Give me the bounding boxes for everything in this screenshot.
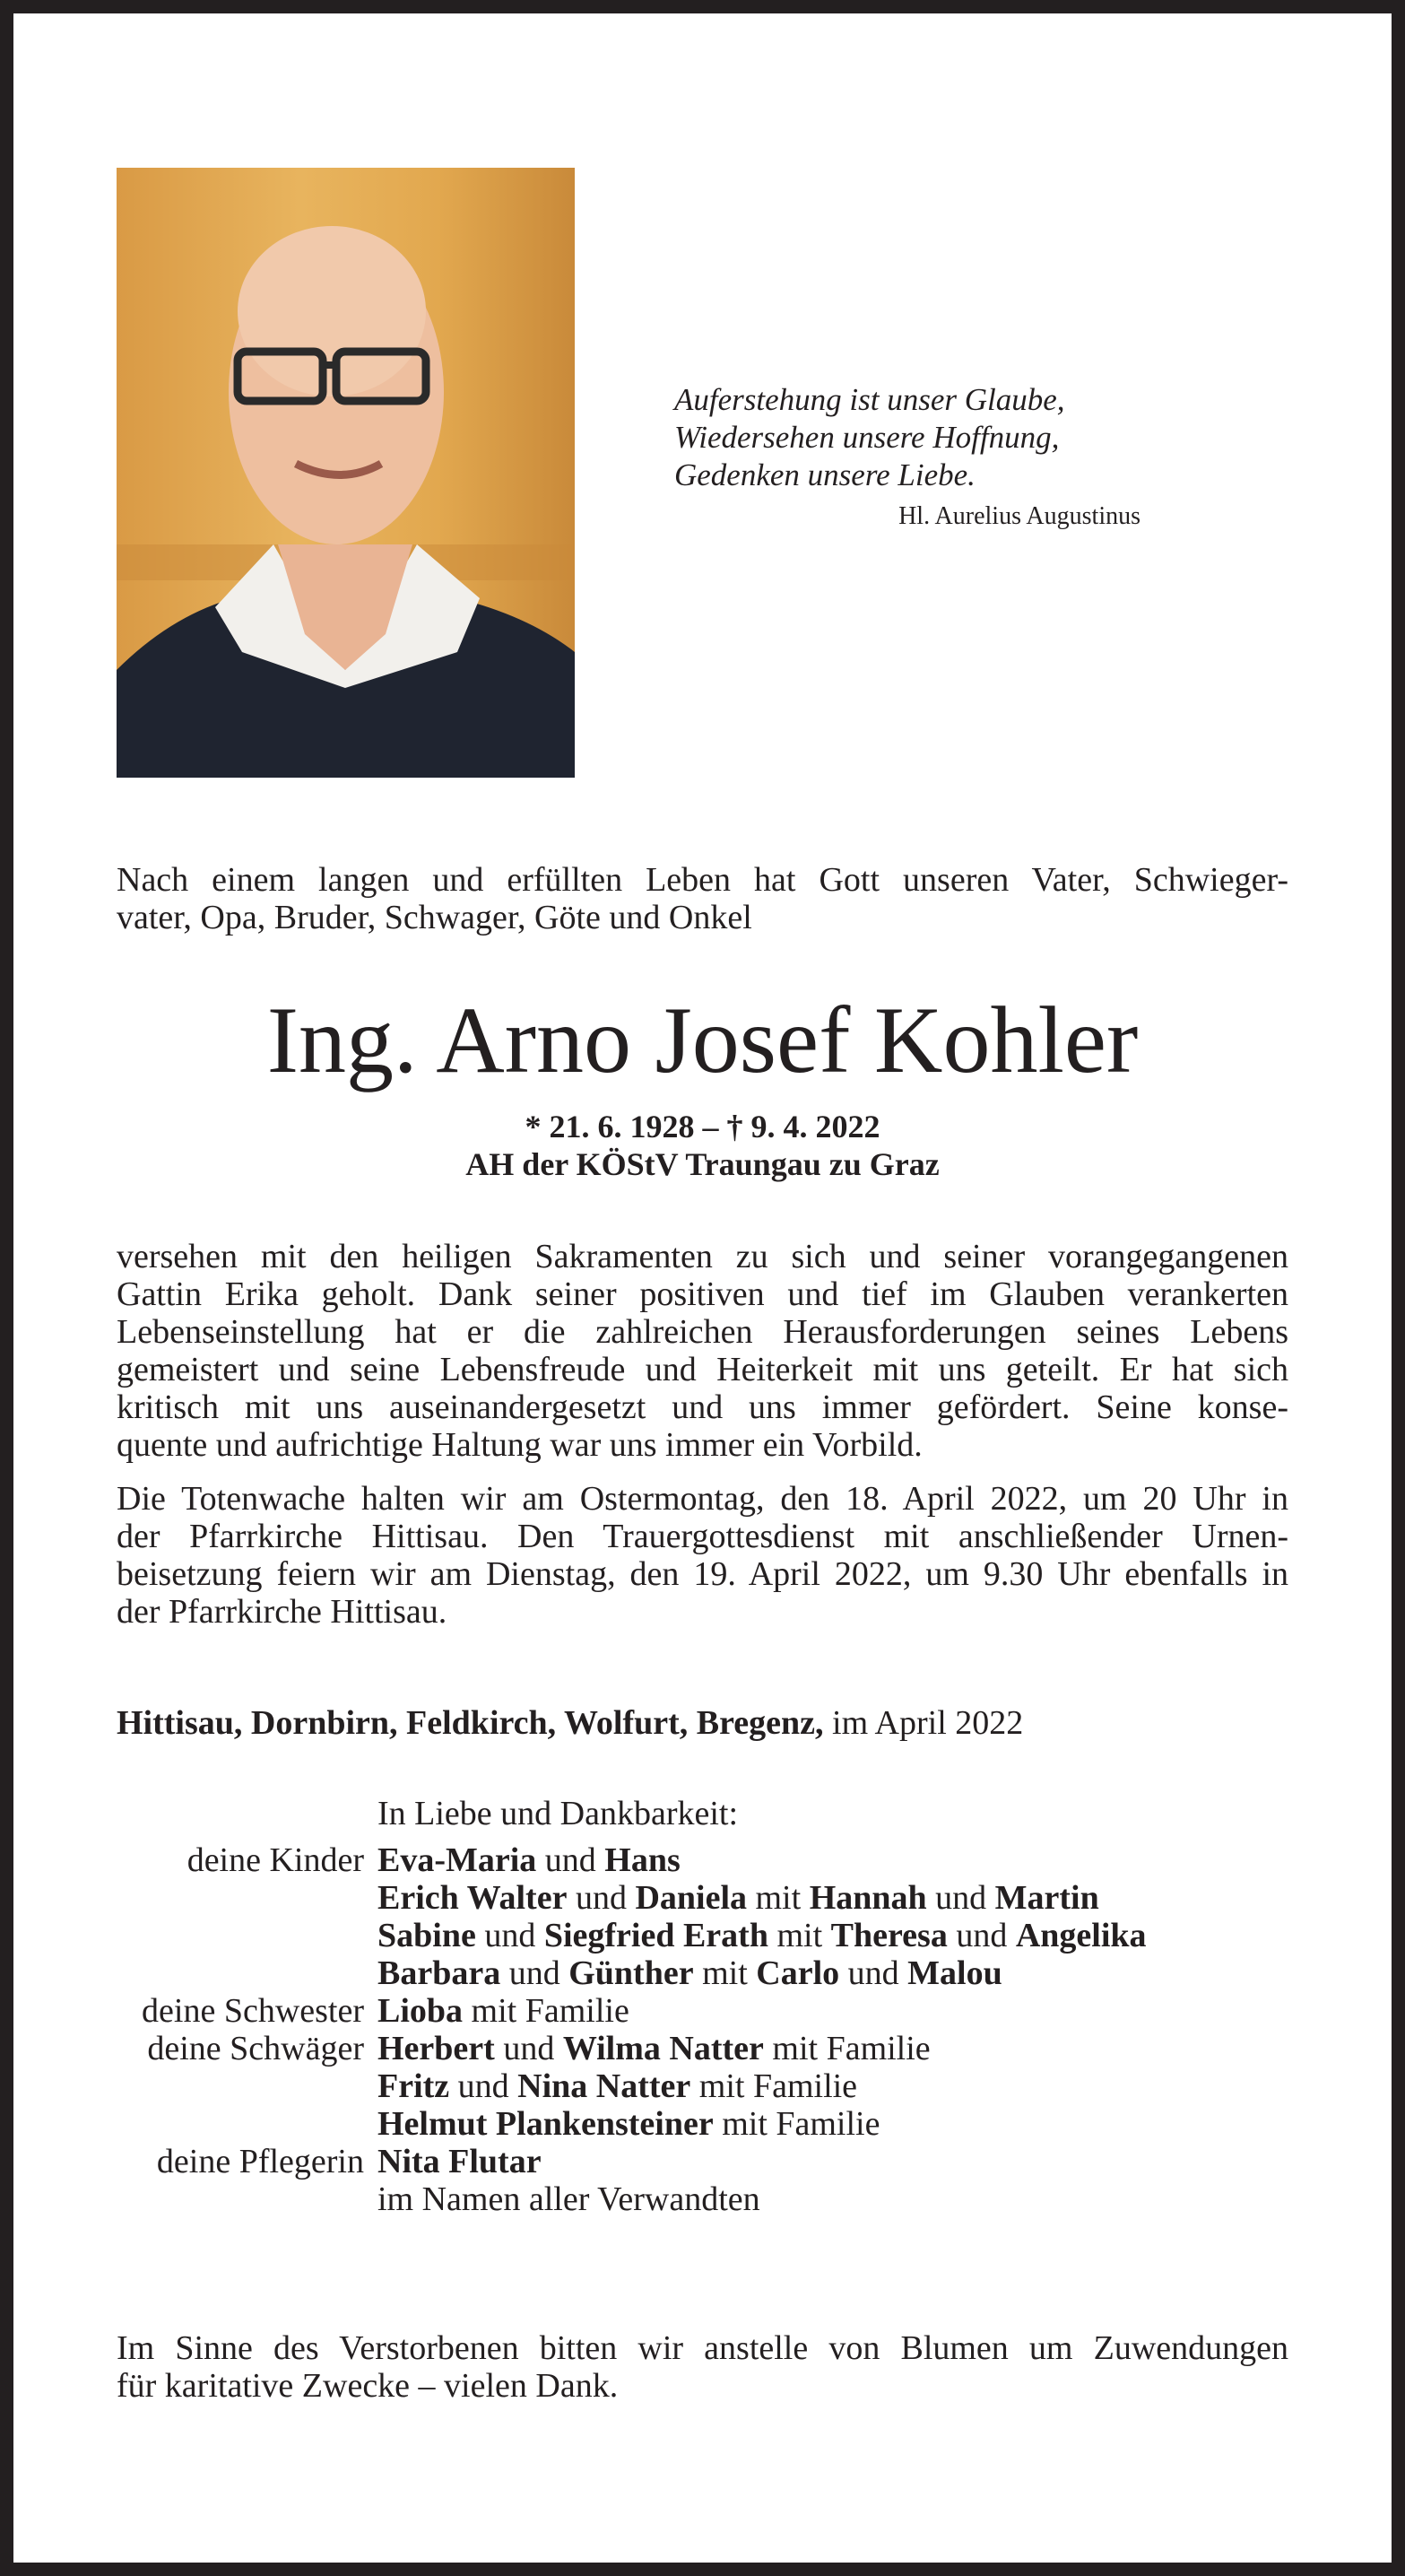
funeral-paragraph — [117, 1480, 1288, 1631]
relation-label: deine Schwester — [142, 1992, 364, 2030]
closing-paragraph — [117, 2329, 1288, 2405]
person-name: Wilma Natter — [562, 2030, 764, 2067]
person-name: Angelika — [1015, 1917, 1147, 1954]
quote-source: Hl. Aurelius Augustinus — [898, 502, 1140, 530]
text-line: kritisch mit uns auseinandergesetzt und uns immer gefördert. Seine konse- — [117, 1388, 1288, 1426]
connector-text: und — [839, 1954, 908, 1992]
text-line: vater, Opa, Bruder, Schwager, Göte und Onkel — [117, 899, 752, 936]
connector-text: und — [536, 1841, 605, 1879]
quote-block — [674, 381, 1140, 535]
text-line: Gattin Erika geholt. Dank seiner positiven und tief im Glauben verankerten — [117, 1275, 1288, 1313]
family-row — [0, 1954, 1405, 1992]
family-row — [0, 1917, 1405, 1954]
family-names — [377, 1841, 681, 1879]
quote-line: Auferstehung ist unser Glaube, — [674, 382, 1065, 417]
person-name: Nina Natter — [517, 2067, 691, 2105]
connector-text: mit — [693, 1954, 757, 1992]
family-heading: In Liebe und Dankbarkeit: — [377, 1795, 739, 1832]
family-names — [377, 1917, 1147, 1954]
connector-text: mit — [768, 1917, 831, 1954]
quote-line: Gedenken unsere Liebe. — [674, 457, 976, 492]
person-name: Daniela — [635, 1879, 747, 1917]
text-line: Die Totenwache halten wir am Ostermontag, den 18. April 2022, um 20 Uhr in — [117, 1480, 1288, 1518]
relation-label — [0, 1917, 377, 1954]
text-line: der Pfarrkirche Hittisau. Den Trauergottesdienst mit anschließender Urnen- — [117, 1518, 1288, 1555]
family-names — [377, 1992, 629, 2030]
person-name: Lioba — [377, 1992, 464, 2030]
connector-text: und — [926, 1879, 995, 1917]
family-names — [377, 2105, 880, 2143]
relation-label: deine Pflegerin — [156, 2143, 364, 2180]
text-line: für karitative Zwecke – vielen Dank. — [117, 2367, 619, 2405]
person-name: Theresa — [830, 1917, 948, 1954]
connector-text: und — [567, 1879, 636, 1917]
person-name: Eva-Maria — [377, 1841, 537, 1879]
family-row — [0, 2105, 1405, 2143]
date-month: im April 2022 — [823, 1704, 1024, 1742]
text-line: versehen mit den heiligen Sakramenten zu sich und seiner vorangegangenen — [117, 1238, 1288, 1275]
person-name: Nita Flutar — [377, 2143, 542, 2180]
person-name: Helmut Plankensteiner — [377, 2105, 714, 2143]
relation-label — [0, 2105, 377, 2143]
connector-text: im Namen aller Verwandten — [377, 2180, 760, 2218]
relation-label: deine Schwäger — [147, 2030, 364, 2067]
connector-text: und — [494, 2030, 563, 2067]
family-row — [0, 1879, 1405, 1917]
connector-text: mit Familie — [690, 2067, 858, 2105]
portrait-photo — [117, 168, 575, 778]
relation-label: deine Kinder — [186, 1841, 364, 1879]
text-line: gemeistert und seine Lebensfreude und Heiterkeit mit uns geteilt. Er hat sich — [117, 1351, 1288, 1388]
person-name: Günther — [568, 1954, 694, 1992]
relation-label — [0, 1879, 377, 1917]
body-paragraph — [117, 1238, 1288, 1464]
person-name: Siegfried Erath — [543, 1917, 768, 1954]
connector-text: und — [449, 2067, 518, 2105]
life-dates: * 21. 6. 1928 – † 9. 4. 2022 — [525, 1109, 880, 1144]
connector-text: mit Familie — [463, 1992, 629, 2030]
places: Hittisau, Dornbirn, Feldkirch, Wolfurt, Bregenz, — [117, 1704, 824, 1742]
family-row — [0, 2143, 1405, 2180]
person-name: Malou — [907, 1954, 1002, 1992]
person-name: Carlo — [756, 1954, 840, 1992]
places-line — [117, 1704, 1288, 1742]
connector-text: und — [500, 1954, 569, 1992]
family-row — [0, 2180, 1405, 2218]
family-list — [0, 1795, 1405, 2218]
person-name: Erich Walter — [377, 1879, 568, 1917]
connector-text: und — [475, 1917, 544, 1954]
family-row — [0, 1841, 1405, 1879]
connector-text: mit Familie — [763, 2030, 931, 2067]
connector-text: und — [947, 1917, 1016, 1954]
family-names — [377, 2143, 542, 2180]
relation-label — [0, 2180, 377, 2218]
family-names — [377, 2030, 931, 2067]
family-names — [377, 1954, 1002, 1992]
life-dates-block — [0, 1108, 1405, 1183]
family-row — [0, 1992, 1405, 2030]
person-name: Barbara — [377, 1954, 501, 1992]
family-names — [377, 1879, 1099, 1917]
person-name: Martin — [994, 1879, 1099, 1917]
connector-text: mit Familie — [713, 2105, 880, 2143]
connector-text: mit — [747, 1879, 810, 1917]
intro-text — [117, 861, 1288, 936]
person-name: Hannah — [809, 1879, 927, 1917]
relation-label — [0, 2067, 377, 2105]
family-row — [0, 2030, 1405, 2067]
family-row — [0, 2067, 1405, 2105]
text-line: der Pfarrkirche Hittisau. — [117, 1593, 447, 1631]
text-line: quente und aufrichtige Haltung war uns immer ein Vorbild. — [117, 1426, 923, 1464]
affiliation: AH der KÖStV Traungau zu Graz — [465, 1146, 940, 1182]
family-names — [377, 2067, 857, 2105]
text-line: Lebenseinstellung hat er die zahlreichen Herausforderungen seines Lebens — [117, 1313, 1288, 1351]
text-line: Nach einem langen und erfüllten Leben hat Gott unseren Vater, Schwieger- — [117, 861, 1288, 899]
person-name: Hans — [604, 1841, 681, 1879]
text-line: beisetzung feiern wir am Dienstag, den 19. April 2022, um 9.30 Uhr ebenfalls in — [117, 1555, 1288, 1593]
quote-line: Wiedersehen unsere Hoffnung, — [674, 420, 1060, 455]
text-line: Im Sinne des Verstorbenen bitten wir anstelle von Blumen um Zuwendungen — [117, 2329, 1288, 2367]
deceased-name: Ing. Arno Josef Kohler — [266, 988, 1139, 1092]
person-name: Sabine — [377, 1917, 476, 1954]
person-name: Herbert — [377, 2030, 495, 2067]
relation-label — [0, 1954, 377, 1992]
family-names — [377, 2180, 760, 2218]
person-name: Fritz — [377, 2067, 450, 2105]
